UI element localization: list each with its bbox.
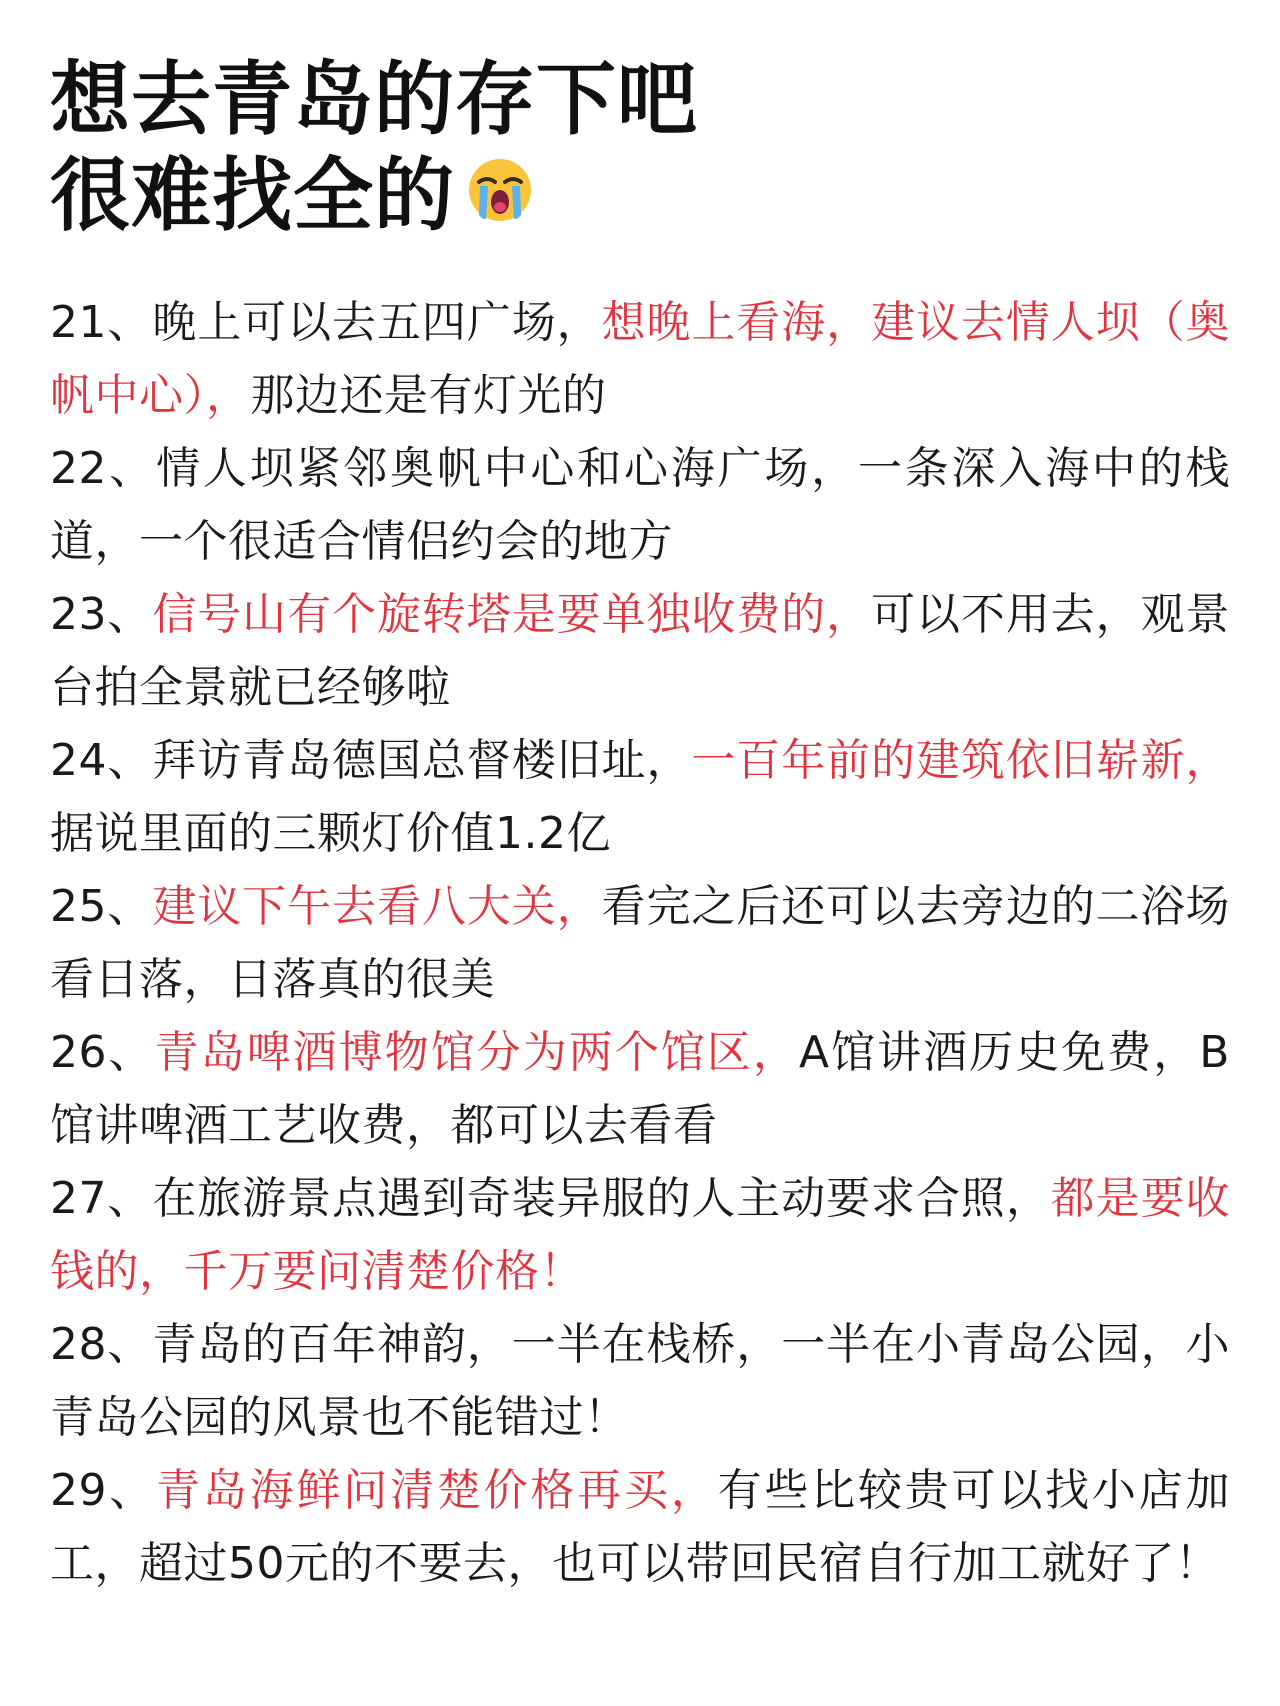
tip-text: 青岛的百年神韵，一半在栈桥，一半在小青岛公园，小青岛公园的风景也不能错过！ <box>50 1319 1231 1444</box>
tips-list <box>50 286 1230 1600</box>
tip-item <box>50 432 1230 578</box>
tip-highlight-text: 青岛海鲜问清楚价格再买， <box>156 1465 718 1517</box>
tip-number: 21、 <box>50 297 153 349</box>
loudly-crying-face-icon <box>467 148 533 244</box>
tip-text: 在旅游景点遇到奇装异服的人主动要求合照， <box>152 1173 1051 1225</box>
tip-number: 23、 <box>50 589 153 641</box>
tip-number: 25、 <box>50 881 153 933</box>
tip-item <box>50 1016 1230 1162</box>
tip-item <box>50 1162 1230 1308</box>
tip-number: 22、 <box>50 443 157 495</box>
tip-text: 据说里面的三颗灯价值1.2亿 <box>50 808 611 860</box>
page-title <box>50 0 1230 244</box>
title-line-2-text: 很难找全的 <box>50 149 455 242</box>
tip-text: 晚上可以去五四广场， <box>152 297 602 349</box>
tip-highlight-text: 都是要收钱的，千万要问清楚价格！ <box>50 1173 1231 1298</box>
tip-text: 那边还是有灯光的 <box>250 370 607 422</box>
tip-text: 可以不用去，观景台拍全景就已经够啦 <box>50 589 1231 714</box>
tip-item <box>50 870 1230 1016</box>
tip-highlight-text: 想晚上看海，建议去情人坝（奥帆中心）， <box>50 297 1231 422</box>
tip-highlight-text: 建议下午去看八大关， <box>152 881 602 933</box>
tip-text: 有些比较贵可以找小店加工，超过50元的不要去，也可以带回民宿自行加工就好了！ <box>50 1465 1230 1590</box>
title-line-1: 想去青岛的存下吧 <box>50 53 698 146</box>
tip-item <box>50 286 1230 432</box>
title-line-2 <box>50 148 1230 244</box>
tip-item <box>50 724 1230 870</box>
tip-item <box>50 578 1230 724</box>
tip-text: 情人坝紧邻奥帆中心和心海广场，一条深入海中的栈道，一个很适合情侣约会的地方 <box>50 443 1230 568</box>
tip-highlight-text: 一百年前的建筑依旧崭新， <box>691 735 1231 787</box>
tip-number: 24、 <box>50 735 153 787</box>
tip-number: 26、 <box>50 1027 155 1079</box>
tip-item <box>50 1308 1230 1454</box>
tip-number: 29、 <box>50 1465 157 1517</box>
tip-item <box>50 1454 1230 1600</box>
tip-text: 看完之后还可以去旁边的二浴场看日落，日落真的很美 <box>50 881 1231 1006</box>
tip-highlight-text: 青岛啤酒博物馆分为两个馆区， <box>154 1027 799 1079</box>
tip-number: 27、 <box>50 1173 153 1225</box>
tip-number: 28、 <box>50 1319 153 1371</box>
tip-text: 拜访青岛德国总督楼旧址， <box>152 735 692 787</box>
tip-highlight-text: 信号山有个旋转塔是要单独收费的， <box>152 589 872 641</box>
tip-text: A馆讲酒历史免费，B馆讲啤酒工艺收费，都可以去看看 <box>50 1027 1230 1152</box>
